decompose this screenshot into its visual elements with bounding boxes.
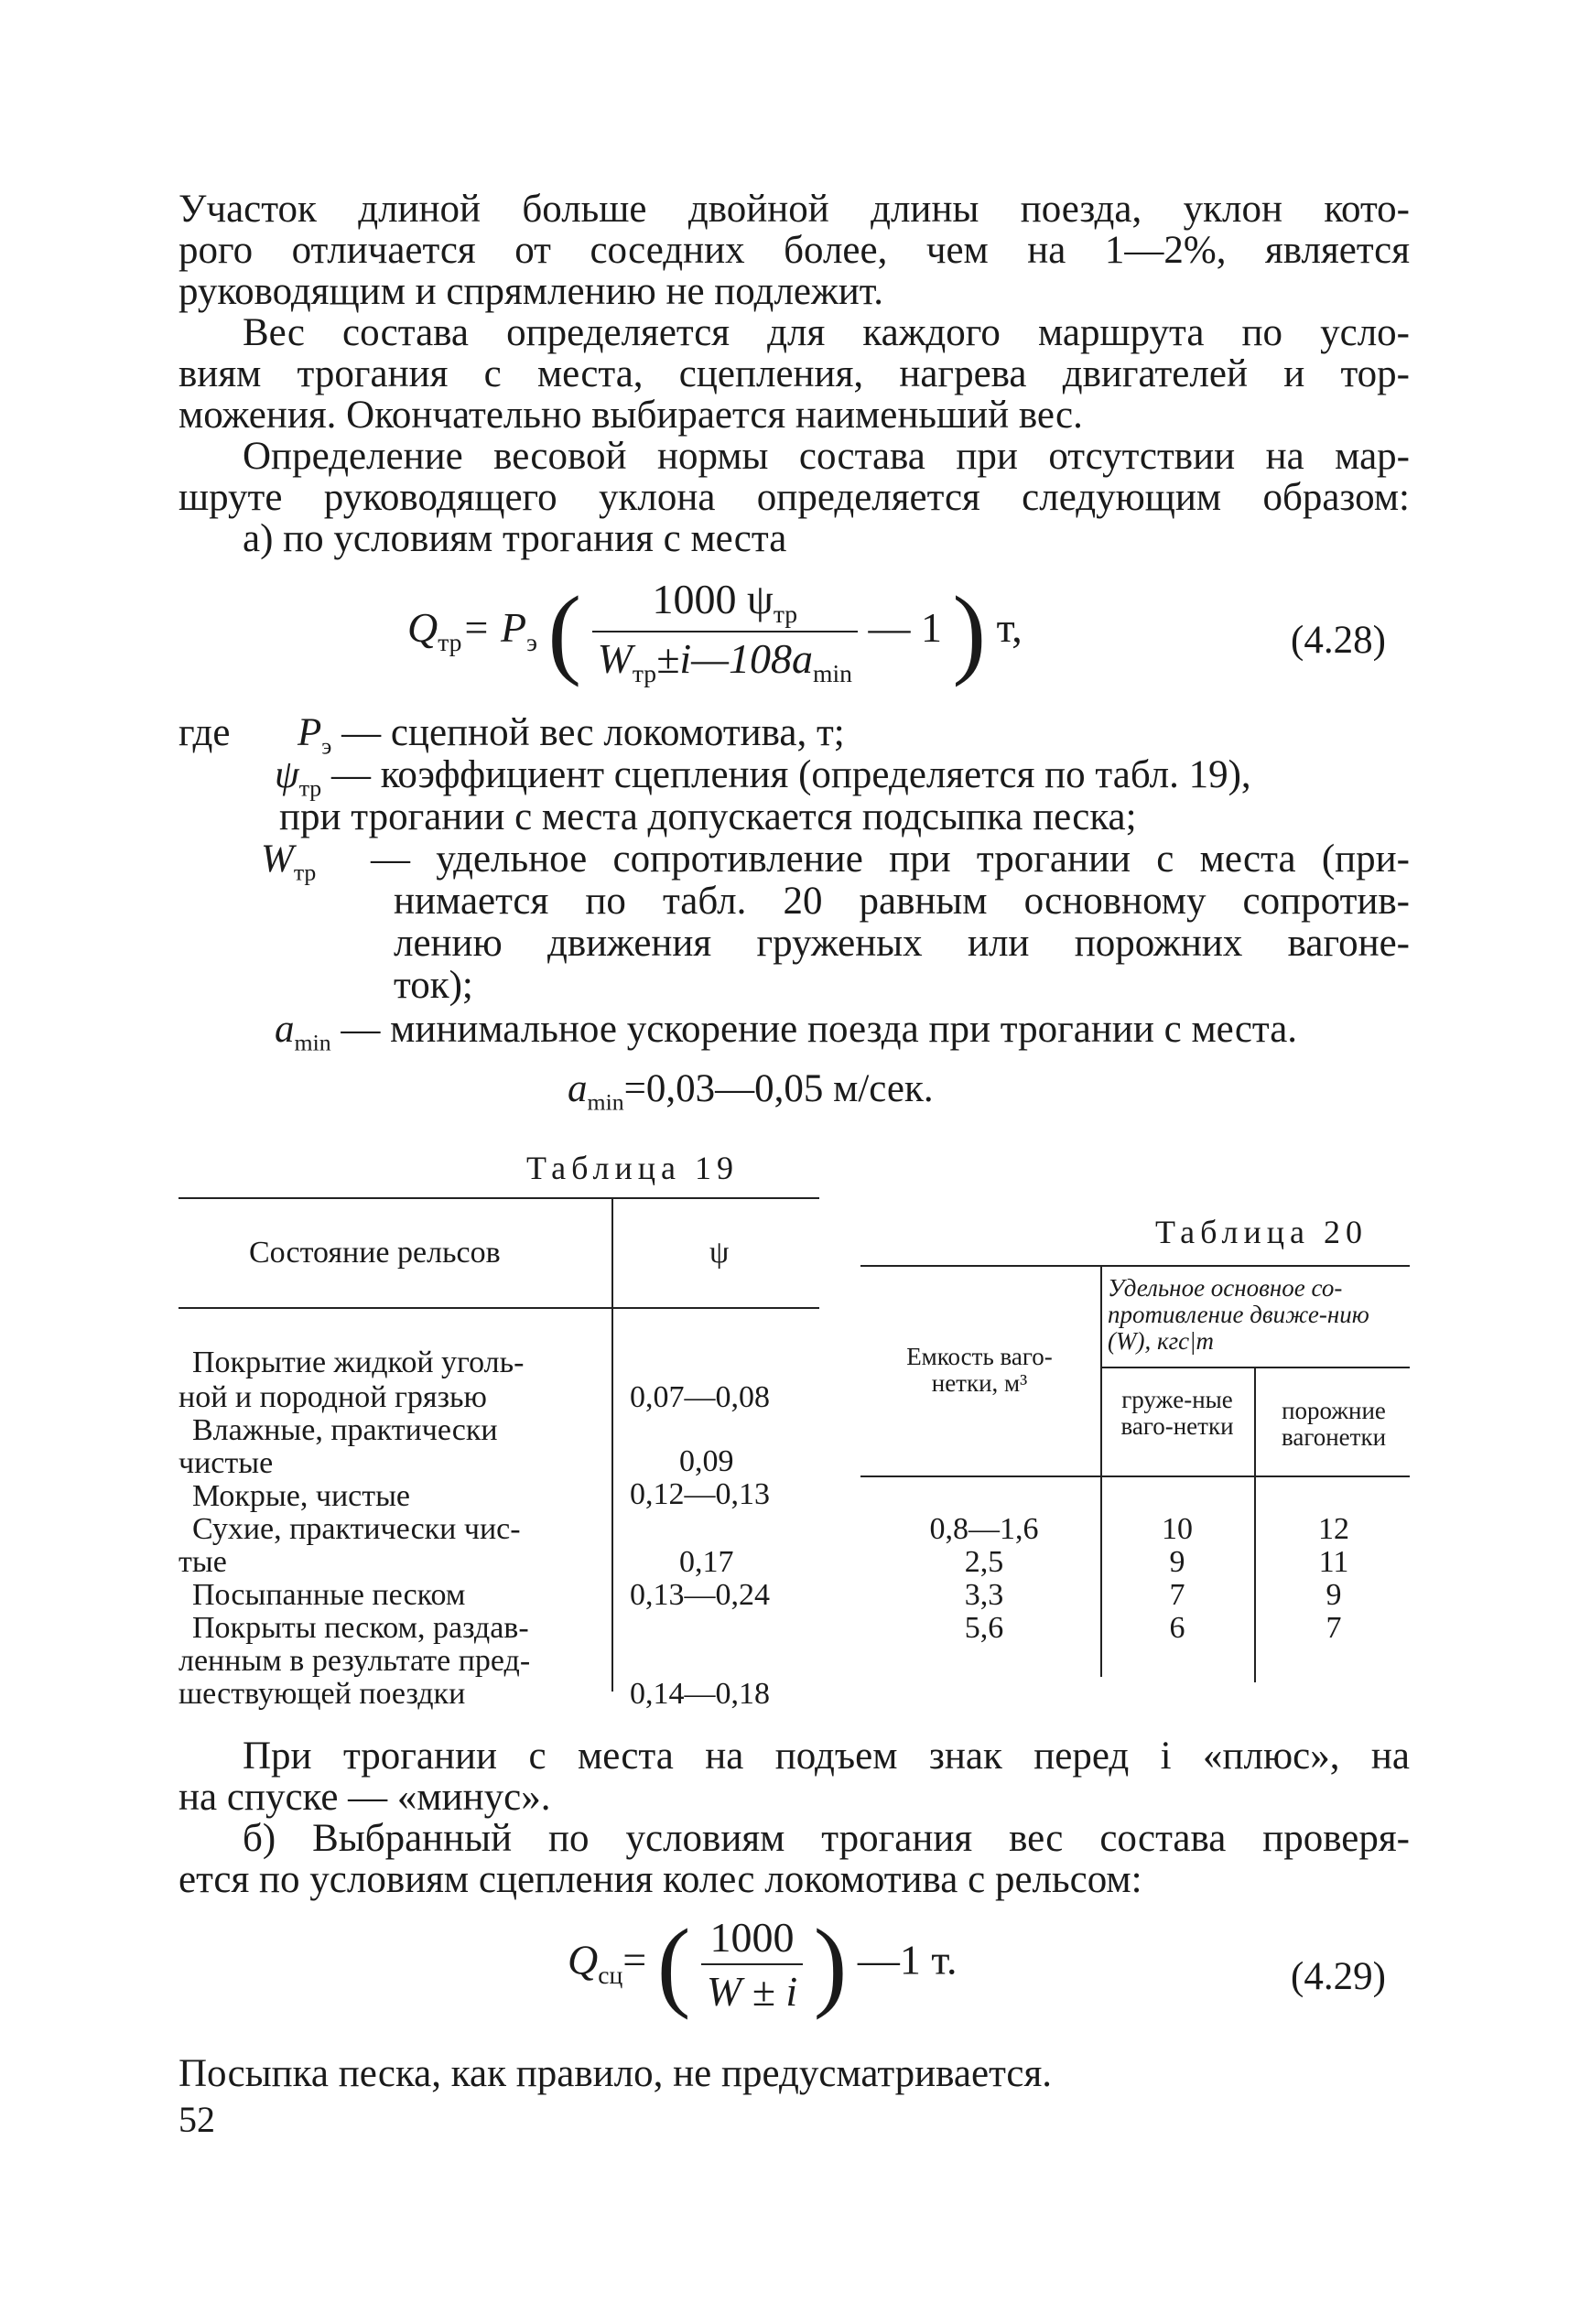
table19-top-rule <box>179 1197 819 1199</box>
where-word: где <box>179 711 231 754</box>
para5-line2: ется по условиям сцепления колес локомотива с рельсом: <box>179 1858 1142 1901</box>
t19-r3-val: 0,12—0,13 <box>630 1477 770 1511</box>
t20-r1-cap: 0,8—1,6 <box>929 1512 1039 1546</box>
t19-r6-l3: шествующей поездки <box>179 1677 466 1711</box>
f428-den-rest: ±i—108a <box>656 635 814 683</box>
f428-fraction <box>592 575 858 688</box>
para4-line1: При трогании с места на подъем знак перед i «плюс», на <box>243 1735 1410 1778</box>
table20-sub1-header: гружe-ные ваго-нетки <box>1120 1386 1234 1440</box>
t19-r2-l1: Влажные, практически <box>192 1413 498 1447</box>
para2-line2: виям трогания с места, сцепления, нагрева двигателей и тор- <box>179 352 1410 395</box>
t20-r2-empty: 11 <box>1318 1545 1349 1579</box>
amin-sub: min <box>587 1088 624 1116</box>
f429-denominator: W ± i <box>706 1968 798 2015</box>
t20-r3-cap: 3,3 <box>964 1578 1004 1612</box>
f429-number: (4.29) <box>1291 1955 1386 1998</box>
f428-right-paren: ) <box>952 576 987 688</box>
t20-r2-cap: 2,5 <box>964 1545 1004 1579</box>
f428-tail: — 1 <box>868 603 942 651</box>
t20-r4-empty: 7 <box>1326 1611 1342 1645</box>
def-w-line3: лению движения груженых или порожних вагоне- <box>394 922 1410 965</box>
def-w-line1: — удельное сопротивление при трогании с места (при- <box>371 838 1410 881</box>
def-a-sym: a <box>275 1008 295 1051</box>
f428-p-sub: э <box>526 627 537 656</box>
table20-col1-header: Емкость ваго-нетки, м³ <box>906 1343 1053 1397</box>
para3-line1: Определение весовой нормы состава при отсутствии на мар- <box>243 435 1410 478</box>
t19-r1-l2: ной и породной грязью <box>179 1380 487 1414</box>
table20-sub-divider <box>1254 1367 1256 1682</box>
t19-r5-l1: Посыпанные песком <box>192 1578 466 1612</box>
amin-text: =0,03—0,05 м/сек. <box>623 1067 934 1110</box>
f429-numerator: 1000 <box>701 1913 803 1965</box>
table19-title: Таблица 19 <box>526 1150 739 1186</box>
table19-col1-header: Состояние рельсов <box>249 1236 501 1270</box>
t20-r1-loaded: 10 <box>1162 1512 1193 1546</box>
t19-r1-l1: Покрытие жидкой уголь- <box>192 1346 525 1379</box>
t20-r2-loaded: 9 <box>1169 1545 1185 1579</box>
formula-4-29 <box>568 1908 958 2041</box>
def-psi-text: — коэффициент сцепления (определяется по табл. 19), <box>330 753 1251 796</box>
t20-r3-empty: 9 <box>1326 1578 1342 1612</box>
para1-line1: Участок длиной больше двойной длины поезда, уклон кото- <box>179 188 1410 231</box>
f429-fraction <box>701 1913 803 2016</box>
def-w-line4: ток); <box>394 964 473 1007</box>
table20-group-rule <box>1100 1367 1410 1368</box>
def-w-sub: тр <box>293 859 317 886</box>
f429-lhs: Q <box>568 1936 599 1984</box>
def-psi-cont: при трогании с места допускается подсыпка песка; <box>279 795 1137 838</box>
def-psi-sym: ψ <box>275 753 299 796</box>
t19-r2-val: 0,09 <box>679 1444 734 1478</box>
table19-col-divider <box>611 1197 613 1692</box>
f428-left-paren: ( <box>547 576 582 688</box>
t19-r3-l1: Мокрые, чистые <box>192 1479 411 1513</box>
amin-line <box>568 1066 934 1117</box>
f429-left-paren: ( <box>656 1908 691 2020</box>
item-a: а) по условиям трогания с места <box>243 517 787 560</box>
def-a-sub: min <box>294 1029 331 1056</box>
para2-line1: Вес состава определяется для каждого маршрута по усло- <box>243 311 1410 354</box>
f428-numerator-sub: тр <box>773 600 798 629</box>
para1-line2: рого отличается от соседних более, чем на 1—2%, является <box>179 229 1410 272</box>
t20-r4-loaded: 6 <box>1169 1611 1185 1645</box>
para4-line2: на спуске — «минус». <box>179 1776 551 1819</box>
para5-line1: б) Выбранный по условиям трогания вес состава проверя- <box>243 1817 1410 1860</box>
f429-eq: = <box>622 1936 647 1984</box>
def-psi-sub: тр <box>298 774 322 802</box>
page-number: 52 <box>179 2099 215 2140</box>
table20-header-rule <box>860 1475 1410 1477</box>
t19-r2-l2: чистые <box>179 1446 274 1480</box>
table20-sub2-header: порожние вагонетки <box>1281 1397 1387 1451</box>
f428-number: (4.28) <box>1291 619 1386 662</box>
f428-den-w-sub: тр <box>632 659 657 688</box>
def-w-line2: нимается по табл. 20 равным основному сопротив- <box>394 880 1410 923</box>
f429-right-paren: ) <box>813 1908 848 2020</box>
table20-group-header: Удельное основное со-противление движе-нию (W), кгс|т <box>1108 1274 1369 1355</box>
para6: Посыпка песка, как правило, не предусматривается. <box>179 2052 1052 2095</box>
t19-r4-l1: Сухие, практически чис- <box>192 1512 521 1546</box>
para1-line3: руководящим и спрямлению не подлежит. <box>179 270 884 313</box>
f429-tail: —1 т. <box>857 1936 958 1984</box>
def-w-sym-wrap <box>261 837 316 887</box>
t19-r5-val: 0,13—0,24 <box>630 1578 770 1612</box>
t20-r1-empty: 12 <box>1318 1512 1349 1546</box>
table19-header-rule <box>179 1307 819 1309</box>
t19-r1-val: 0,07—0,08 <box>630 1380 770 1414</box>
para3-line2: шруте руководящего уклона определяется следующим образом: <box>179 476 1410 519</box>
f428-den-w: W <box>597 635 633 683</box>
t19-r6-l2: ленным в результате пред- <box>179 1644 531 1678</box>
table20-col-divider <box>1100 1265 1102 1677</box>
amin-sym: a <box>568 1067 588 1110</box>
f428-unit: т, <box>996 603 1023 651</box>
table19-col2-header: ψ <box>709 1236 730 1270</box>
def-p-text: — сцепной вес локомотива, т; <box>341 711 845 754</box>
table20-top-rule <box>860 1265 1410 1267</box>
def-a <box>275 1007 1297 1057</box>
f428-lhs-sub: тр <box>438 627 462 656</box>
t20-r4-cap: 5,6 <box>964 1611 1004 1645</box>
f429-lhs-sub: сц <box>598 1960 623 1989</box>
t19-r4-val: 0,17 <box>679 1545 734 1579</box>
para2-line3: можения. Окончательно выбирается наименьший вес. <box>179 394 1083 437</box>
formula-4-28 <box>407 575 1023 712</box>
def-w-sym: W <box>261 838 294 881</box>
f428-eq: = P <box>461 603 527 651</box>
t19-r6-val: 0,14—0,18 <box>630 1677 770 1711</box>
def-p-sub: э <box>321 732 332 760</box>
t19-r4-l2: тые <box>179 1545 227 1579</box>
table20-title: Таблица 20 <box>1155 1214 1368 1250</box>
f428-den-rest-sub: min <box>813 659 852 688</box>
t19-r6-l1: Покрыты песком, раздав- <box>192 1611 529 1645</box>
t20-r3-loaded: 7 <box>1169 1578 1185 1612</box>
def-p-sym: P <box>298 711 322 754</box>
f428-lhs: Q <box>407 603 438 651</box>
def-a-text: — минимальное ускорение поезда при трогании с места. <box>341 1008 1298 1051</box>
f428-numerator: 1000 ψ <box>652 576 774 622</box>
